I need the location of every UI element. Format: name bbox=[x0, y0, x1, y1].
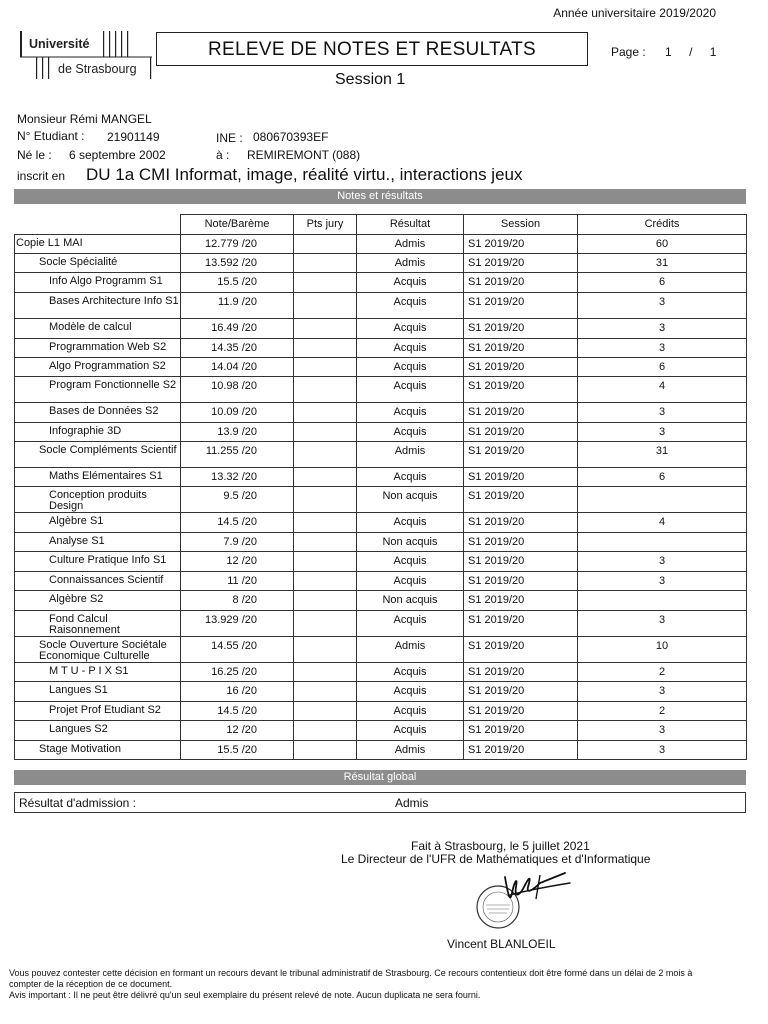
course-name: Bases Architecture Info S1 bbox=[15, 293, 181, 319]
course-credits: 3 bbox=[578, 423, 747, 442]
header-credits: Crédits bbox=[578, 215, 747, 235]
logo-text-university: Université bbox=[29, 37, 90, 51]
course-name: Algo Programmation S2 bbox=[15, 358, 181, 377]
course-credits bbox=[578, 487, 747, 513]
course-session: S1 2019/20 bbox=[464, 254, 578, 273]
table-row bbox=[15, 377, 747, 403]
course-credits: 3 bbox=[578, 339, 747, 358]
course-result: Acquis bbox=[357, 663, 464, 682]
born-place: REMIREMONT (088) bbox=[247, 148, 361, 162]
table-row bbox=[15, 721, 747, 741]
student-no: 21901149 bbox=[107, 130, 160, 144]
course-session: S1 2019/20 bbox=[464, 513, 578, 533]
global-result-box bbox=[14, 792, 746, 813]
header-grade: Note/Barème bbox=[181, 215, 294, 235]
logo-text-strasbourg: de Strasbourg bbox=[58, 62, 137, 76]
course-name: Analyse S1 bbox=[15, 533, 181, 552]
course-name: Maths Elémentaires S1 bbox=[15, 468, 181, 487]
course-jury-points bbox=[294, 682, 357, 702]
course-result: Acquis bbox=[357, 377, 464, 403]
footer-notice bbox=[9, 968, 719, 1001]
course-grade: 15.5 /20 bbox=[181, 273, 294, 293]
course-grade: 11 /20 bbox=[181, 572, 294, 591]
course-result: Admis bbox=[357, 235, 464, 254]
course-jury-points bbox=[294, 254, 357, 273]
course-name: Socle Ouverture Sociétale Economique Culturelle bbox=[15, 637, 181, 663]
course-result: Acquis bbox=[357, 721, 464, 741]
born-label: Né le : bbox=[17, 148, 52, 162]
table-row bbox=[15, 358, 747, 377]
course-result: Acquis bbox=[357, 513, 464, 533]
course-grade: 14.35 /20 bbox=[181, 339, 294, 358]
course-credits: 6 bbox=[578, 468, 747, 487]
course-credits: 3 bbox=[578, 293, 747, 319]
course-session: S1 2019/20 bbox=[464, 403, 578, 423]
footer-warning: Avis important : Il ne peut être délivré qu'un seul exemplaire du présent relevé de note. Aucun duplicata ne sera fourni. bbox=[9, 990, 481, 1000]
course-name: M T U - P I X S1 bbox=[15, 663, 181, 682]
course-jury-points bbox=[294, 339, 357, 358]
course-jury-points bbox=[294, 487, 357, 513]
enrolled-label: inscrit en bbox=[17, 169, 66, 183]
table-row bbox=[15, 702, 747, 721]
course-session: S1 2019/20 bbox=[464, 339, 578, 358]
course-session: S1 2019/20 bbox=[464, 358, 578, 377]
course-jury-points bbox=[294, 552, 357, 572]
course-jury-points bbox=[294, 319, 357, 339]
born-place-label: à : bbox=[216, 148, 230, 162]
page-label: Page : bbox=[611, 45, 646, 59]
course-name: Programmation Web S2 bbox=[15, 339, 181, 358]
course-jury-points bbox=[294, 741, 357, 760]
course-grade: 12.779 /20 bbox=[181, 235, 294, 254]
course-credits: 3 bbox=[578, 403, 747, 423]
table-row bbox=[15, 442, 747, 468]
table-row bbox=[15, 663, 747, 682]
course-grade: 14.5 /20 bbox=[181, 513, 294, 533]
course-grade: 12 /20 bbox=[181, 721, 294, 741]
course-session: S1 2019/20 bbox=[464, 702, 578, 721]
course-jury-points bbox=[294, 273, 357, 293]
course-credits bbox=[578, 533, 747, 552]
course-grade: 14.55 /20 bbox=[181, 637, 294, 663]
course-grade: 13.9 /20 bbox=[181, 423, 294, 442]
table-row bbox=[15, 273, 747, 293]
course-jury-points bbox=[294, 513, 357, 533]
course-session: S1 2019/20 bbox=[464, 293, 578, 319]
table-row bbox=[15, 468, 747, 487]
header-jury: Pts jury bbox=[294, 215, 357, 235]
header-blank bbox=[15, 215, 181, 235]
section-bar-notes: Notes et résultats bbox=[14, 189, 746, 204]
course-session: S1 2019/20 bbox=[464, 637, 578, 663]
course-name: Fond Calcul Raisonnement bbox=[15, 611, 181, 637]
stamp-and-signature bbox=[470, 865, 580, 935]
program-name: DU 1a CMI Informat, image, réalité virtu., interactions jeux bbox=[86, 165, 523, 184]
course-grade: 10.98 /20 bbox=[181, 377, 294, 403]
course-result: Acquis bbox=[357, 468, 464, 487]
table-row bbox=[15, 682, 747, 702]
page-current: 1 bbox=[665, 45, 672, 59]
university-logo bbox=[20, 31, 152, 79]
course-name: Algèbre S2 bbox=[15, 591, 181, 611]
course-credits: 2 bbox=[578, 702, 747, 721]
course-grade: 12 /20 bbox=[181, 552, 294, 572]
table-row bbox=[15, 572, 747, 591]
course-jury-points bbox=[294, 721, 357, 741]
course-result: Non acquis bbox=[357, 487, 464, 513]
course-credits: 4 bbox=[578, 513, 747, 533]
course-result: Non acquis bbox=[357, 591, 464, 611]
course-session: S1 2019/20 bbox=[464, 319, 578, 339]
course-credits: 31 bbox=[578, 254, 747, 273]
course-session: S1 2019/20 bbox=[464, 611, 578, 637]
course-jury-points bbox=[294, 611, 357, 637]
course-jury-points bbox=[294, 423, 357, 442]
admission-label: Résultat d'admission : bbox=[19, 796, 137, 810]
course-session: S1 2019/20 bbox=[464, 533, 578, 552]
course-result: Admis bbox=[357, 637, 464, 663]
session-label: Session 1 bbox=[335, 71, 406, 88]
course-name: Bases de Données S2 bbox=[15, 403, 181, 423]
course-jury-points bbox=[294, 403, 357, 423]
course-name: Modèle de calcul bbox=[15, 319, 181, 339]
born-date: 6 septembre 2002 bbox=[69, 148, 166, 162]
course-name: Program Fonctionnelle S2 bbox=[15, 377, 181, 403]
course-name: Info Algo Programm S1 bbox=[15, 273, 181, 293]
table-row bbox=[15, 637, 747, 663]
course-grade: 10.09 /20 bbox=[181, 403, 294, 423]
course-jury-points bbox=[294, 235, 357, 254]
course-session: S1 2019/20 bbox=[464, 235, 578, 254]
course-name: Connaissances Scientif bbox=[15, 572, 181, 591]
course-result: Acquis bbox=[357, 293, 464, 319]
course-jury-points bbox=[294, 377, 357, 403]
course-result: Admis bbox=[357, 254, 464, 273]
course-grade: 11.255 /20 bbox=[181, 442, 294, 468]
course-credits: 2 bbox=[578, 663, 747, 682]
course-jury-points bbox=[294, 572, 357, 591]
course-jury-points bbox=[294, 358, 357, 377]
course-credits: 3 bbox=[578, 552, 747, 572]
course-session: S1 2019/20 bbox=[464, 377, 578, 403]
course-credits: 31 bbox=[578, 442, 747, 468]
table-row bbox=[15, 591, 747, 611]
course-result: Admis bbox=[357, 741, 464, 760]
admission-value: Admis bbox=[395, 796, 429, 810]
table-row bbox=[15, 339, 747, 358]
course-name: Stage Motivation bbox=[15, 741, 181, 760]
course-result: Acquis bbox=[357, 572, 464, 591]
table-row bbox=[15, 533, 747, 552]
course-grade: 15.5 /20 bbox=[181, 741, 294, 760]
course-grade: 11.9 /20 bbox=[181, 293, 294, 319]
course-grade: 8 /20 bbox=[181, 591, 294, 611]
course-session: S1 2019/20 bbox=[464, 721, 578, 741]
ine-label: INE : bbox=[216, 131, 243, 145]
course-result: Acquis bbox=[357, 682, 464, 702]
page-separator: / bbox=[689, 45, 693, 59]
page-total: 1 bbox=[709, 45, 717, 59]
course-result: Acquis bbox=[357, 423, 464, 442]
table-row bbox=[15, 552, 747, 572]
course-result: Acquis bbox=[357, 702, 464, 721]
table-row bbox=[15, 611, 747, 637]
ine-value: 080670393EF bbox=[253, 130, 329, 144]
course-jury-points bbox=[294, 533, 357, 552]
course-grade: 9.5 /20 bbox=[181, 487, 294, 513]
course-credits: 3 bbox=[578, 572, 747, 591]
course-result: Acquis bbox=[357, 339, 464, 358]
course-session: S1 2019/20 bbox=[464, 487, 578, 513]
course-name: Langues S1 bbox=[15, 682, 181, 702]
document-title: RELEVE DE NOTES ET RESULTATS bbox=[208, 39, 536, 60]
director-role: Le Directeur de l'UFR de Mathématiques et d'Informatique bbox=[341, 852, 651, 866]
table-row bbox=[15, 293, 747, 319]
course-jury-points bbox=[294, 293, 357, 319]
course-result: Admis bbox=[357, 442, 464, 468]
course-result: Acquis bbox=[357, 319, 464, 339]
course-session: S1 2019/20 bbox=[464, 442, 578, 468]
table-row bbox=[15, 487, 747, 513]
course-result: Acquis bbox=[357, 358, 464, 377]
director-name: Vincent BLANLOEIL bbox=[447, 937, 556, 951]
course-name: Conception produits Design bbox=[15, 487, 181, 513]
course-credits: 3 bbox=[578, 682, 747, 702]
course-credits: 3 bbox=[578, 319, 747, 339]
section-bar-global: Résultat global bbox=[14, 770, 746, 785]
table-header-row bbox=[15, 215, 747, 235]
course-session: S1 2019/20 bbox=[464, 591, 578, 611]
course-credits bbox=[578, 591, 747, 611]
signature-graphic bbox=[470, 865, 580, 935]
table-row bbox=[15, 513, 747, 533]
course-session: S1 2019/20 bbox=[464, 741, 578, 760]
course-name: Algèbre S1 bbox=[15, 513, 181, 533]
course-grade: 16 /20 bbox=[181, 682, 294, 702]
course-result: Acquis bbox=[357, 552, 464, 572]
course-result: Acquis bbox=[357, 611, 464, 637]
course-grade: 14.5 /20 bbox=[181, 702, 294, 721]
course-grade: 16.49 /20 bbox=[181, 319, 294, 339]
course-session: S1 2019/20 bbox=[464, 423, 578, 442]
course-grade: 16.25 /20 bbox=[181, 663, 294, 682]
page-indicator bbox=[611, 45, 716, 59]
table-row bbox=[15, 741, 747, 760]
course-credits: 6 bbox=[578, 273, 747, 293]
footer-appeal: Vous pouvez contester cette décision en formant un recours devant le tribunal administratif de Strasbourg. Ce recours contentieux doit être formé dans un délai de 2 mois à compter de la réception de ce document. bbox=[9, 968, 693, 989]
course-result: Acquis bbox=[357, 403, 464, 423]
table-row bbox=[15, 319, 747, 339]
course-session: S1 2019/20 bbox=[464, 468, 578, 487]
course-grade: 13.929 /20 bbox=[181, 611, 294, 637]
course-session: S1 2019/20 bbox=[464, 273, 578, 293]
student-name: Monsieur Rémi MANGEL bbox=[17, 112, 152, 126]
table-row bbox=[15, 254, 747, 273]
course-jury-points bbox=[294, 637, 357, 663]
header-session: Session bbox=[464, 215, 578, 235]
course-jury-points bbox=[294, 591, 357, 611]
header-result: Résultat bbox=[357, 215, 464, 235]
course-name: Socle Spécialité bbox=[15, 254, 181, 273]
course-result: Acquis bbox=[357, 273, 464, 293]
student-no-label: N° Etudiant : bbox=[17, 129, 85, 143]
academic-year: Année universitaire 2019/2020 bbox=[553, 6, 716, 20]
grades-table bbox=[14, 214, 747, 760]
course-grade: 13.592 /20 bbox=[181, 254, 294, 273]
course-name: Projet Prof Etudiant S2 bbox=[15, 702, 181, 721]
table-row bbox=[15, 403, 747, 423]
place-date: Fait à Strasbourg, le 5 juillet 2021 bbox=[411, 839, 590, 853]
course-jury-points bbox=[294, 663, 357, 682]
course-grade: 13.32 /20 bbox=[181, 468, 294, 487]
course-grade: 7.9 /20 bbox=[181, 533, 294, 552]
course-jury-points bbox=[294, 702, 357, 721]
logo-graphic bbox=[20, 31, 152, 79]
course-credits: 4 bbox=[578, 377, 747, 403]
table-row bbox=[15, 423, 747, 442]
course-credits: 3 bbox=[578, 611, 747, 637]
course-name: Infographie 3D bbox=[15, 423, 181, 442]
course-jury-points bbox=[294, 468, 357, 487]
course-grade: 14.04 /20 bbox=[181, 358, 294, 377]
course-session: S1 2019/20 bbox=[464, 552, 578, 572]
course-jury-points bbox=[294, 442, 357, 468]
table-row bbox=[15, 235, 747, 254]
course-session: S1 2019/20 bbox=[464, 663, 578, 682]
course-result: Non acquis bbox=[357, 533, 464, 552]
course-credits: 3 bbox=[578, 721, 747, 741]
course-session: S1 2019/20 bbox=[464, 682, 578, 702]
course-name: Socle Compléments Scientif bbox=[15, 442, 181, 468]
course-credits: 6 bbox=[578, 358, 747, 377]
course-session: S1 2019/20 bbox=[464, 572, 578, 591]
course-credits: 3 bbox=[578, 741, 747, 760]
course-name: Langues S2 bbox=[15, 721, 181, 741]
course-name: Copie L1 MAI bbox=[15, 235, 181, 254]
course-name: Culture Pratique Info S1 bbox=[15, 552, 181, 572]
title-box bbox=[156, 32, 588, 66]
course-credits: 60 bbox=[578, 235, 747, 254]
course-credits: 10 bbox=[578, 637, 747, 663]
